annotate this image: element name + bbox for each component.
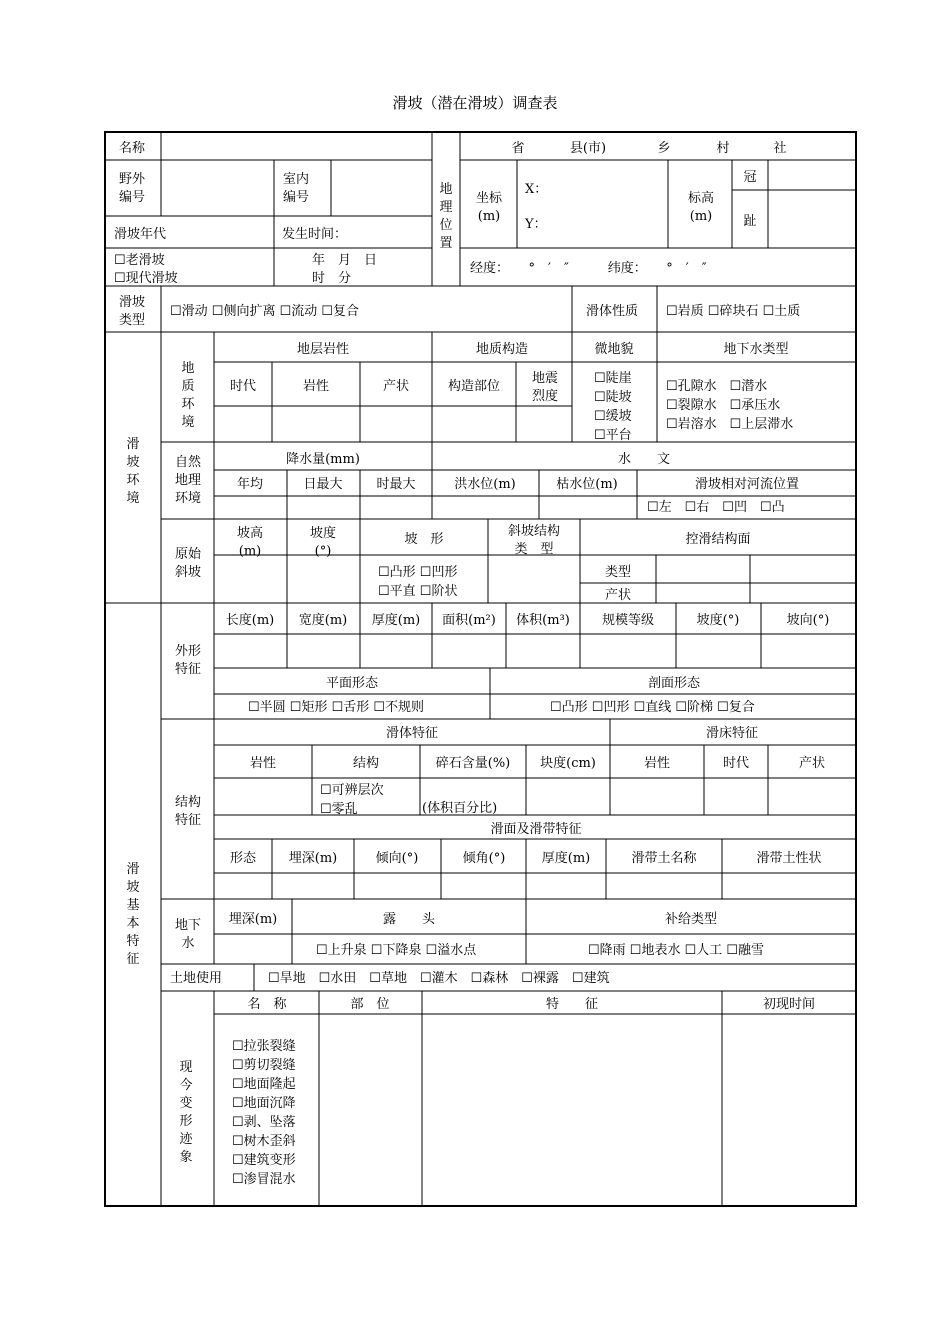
outcrop-label: 露 头 [382,912,436,927]
type-label: 滑坡类型 [118,295,145,328]
volume-pct-note: (体积百分比) [422,801,498,816]
micro-label: 微地貌 [594,342,634,357]
s-dip-angle-label: 倾角(°) [462,851,506,866]
admin-village: 村 [716,141,730,156]
survey-form [104,131,857,1207]
rain-label: 降水量(mm) [286,452,360,467]
slope-shape-opt-2[interactable]: ☐平直 ☐阶状 [378,584,458,599]
aspect-label: 坡向(°) [786,613,830,628]
deform-options[interactable] [232,1037,296,1189]
river-pos-options[interactable]: ☐左 ☐右 ☐凹 ☐凸 [647,500,785,515]
gw-type-label: 地下水类型 [723,342,789,357]
body-feature-label: 滑体特征 [385,726,439,741]
micro-opt-cliff[interactable]: ☐陡崖 [594,371,632,386]
deform-opt-subsidence[interactable]: ☐地面沉降 [232,1096,296,1111]
s-depth-label: 埋深(m) [288,851,338,866]
slope-angle-label: 坡度(°) [309,526,336,559]
attitude-label: 产状 [382,379,410,394]
land-use-label: 土地使用 [170,971,223,986]
lab-no-label: 室内编号 [282,172,309,205]
slope-struct-label: 斜坡结构类 型 [507,524,560,557]
volume-label: 体积(m³) [516,613,570,628]
structure-label: 地质构造 [475,342,529,357]
toe-label: 趾 [743,214,757,229]
deformation-label: 现今变形迹象 [179,1060,193,1165]
s-dip-dir-label: 倾向(°) [375,851,419,866]
bed-era-label: 时代 [722,756,750,771]
deform-time-label: 初现时间 [762,997,816,1012]
body-struct-label: 结构 [352,756,380,771]
flood-level-label: 洪水位(m) [454,477,516,492]
s-thickness-label: 厚度(m) [541,851,591,866]
admin-province: 省 [511,141,525,156]
struct-opt-layered[interactable]: ☐可辨层次 [320,783,384,798]
name-label: 名称 [118,141,146,156]
admin-county: 县(市) [569,141,607,156]
block-label: 块度(cm) [540,756,596,771]
location-label: 地理位置 [439,182,453,251]
slope-label: 原始斜坡 [174,547,201,580]
modern-landslide-checkbox[interactable]: ☐现代滑坡 [114,271,178,286]
type-options[interactable]: ☐滑动 ☐侧向扩离 ☐流动 ☐复合 [170,304,360,319]
deform-opt-shear-crack[interactable]: ☐剪切裂缝 [232,1058,296,1073]
form-title: 滑坡（潜在滑坡）调查表 [392,94,558,112]
occur-time-label: 发生时间： [282,227,348,242]
gw-opt-2[interactable]: ☐裂隙水 ☐承压水 [666,398,781,413]
era-label: 时代 [229,379,257,394]
time-fields: 时 分 [312,271,352,286]
micro-opt-gentle[interactable]: ☐缓坡 [594,409,632,424]
struct-feature-label: 结构特征 [174,795,201,828]
admin-group: 社 [773,141,787,156]
bed-attitude-label: 产状 [798,756,826,771]
form-grid [104,131,857,1207]
coord-y: Y： [525,217,547,232]
groundwater-label: 地下水 [174,918,201,951]
strata-label: 地层岩性 [296,342,350,357]
area-label: 面积(m²) [442,613,496,628]
deform-opt-tilted-trees[interactable]: ☐树木歪斜 [232,1134,296,1149]
deform-opt-falling[interactable]: ☐剥、坠落 [232,1115,296,1130]
bed-feature-label: 滑床特征 [705,726,759,741]
thickness-label: 厚度(m) [371,613,421,628]
struct-options[interactable] [320,781,384,819]
lonlat-fields: 经度： ° ′ ″ 纬度： ° ′ ″ [470,261,707,276]
ctrl-attitude-label: 产状 [604,588,632,603]
shape-feature-label: 外形特征 [174,644,201,677]
land-use-options[interactable]: ☐旱地 ☐水田 ☐草地 ☐灌木 ☐森林 ☐裸露 ☐建筑 [268,971,610,986]
micro-opt-platform[interactable]: ☐平台 [594,428,632,443]
annual-label: 年均 [236,477,264,492]
deform-feature-label: 特 征 [545,997,599,1012]
supply-options[interactable]: ☐降雨 ☐地表水 ☐人工 ☐融雪 [588,943,765,958]
gravel-label: 碎石含量(%) [435,756,511,771]
admin-town: 乡 [657,141,671,156]
slope-shape-opt-1[interactable]: ☐凸形 ☐凹形 [378,565,458,580]
seismic-label: 地震烈度 [531,371,558,404]
scale-grade-label: 规模等级 [601,613,655,628]
nature-label: 滑体性质 [586,304,639,319]
deform-name-label: 名 称 [247,997,287,1012]
dry-level-label: 枯水位(m) [556,477,618,492]
control-plane-label: 控滑结构面 [685,532,751,547]
basic-label: 滑坡基本特征 [126,862,140,967]
slope-deg-label: 坡度(°) [696,613,740,628]
coord-label: 坐标(m) [475,191,502,224]
profile-shape-options[interactable]: ☐凸形 ☐凹形 ☐直线 ☐阶梯 ☐复合 [550,700,755,715]
gw-depth-label: 埋深(m) [228,912,278,927]
deform-opt-tension-crack[interactable]: ☐拉张裂缝 [232,1039,296,1054]
slope-height-label: 坡高(m) [236,526,263,559]
crown-label: 冠 [743,170,757,185]
ctrl-type-label: 类型 [604,565,632,580]
struct-opt-chaotic[interactable]: ☐零乱 [320,802,358,817]
zone-soil-name-label: 滑带土名称 [631,851,697,866]
deform-opt-muddy-water[interactable]: ☐渗冒混水 [232,1172,296,1187]
micro-opt-steep[interactable]: ☐陡坡 [594,390,632,405]
nature-options[interactable]: ☐岩质 ☐碎块石 ☐土质 [666,304,801,319]
length-label: 长度(m) [225,613,275,628]
hour-max-label: 时最大 [376,477,416,492]
slope-shape-options[interactable] [378,563,457,601]
width-label: 宽度(m) [298,613,348,628]
env-label: 滑坡环境 [126,437,140,506]
plan-shape-options[interactable]: ☐半圆 ☐矩形 ☐舌形 ☐不规则 [248,700,425,715]
lithology-label: 岩性 [302,379,330,394]
supply-label: 补给类型 [664,912,718,927]
old-landslide-checkbox[interactable]: ☐老滑坡 [114,253,165,268]
hydro-label: 水 文 [617,452,671,467]
natural-env-label: 自然地理环境 [174,455,201,506]
bed-lith-label: 岩性 [643,756,671,771]
gw-opt-1[interactable]: ☐孔隙水 ☐潜水 [666,379,768,394]
outcrop-options[interactable]: ☐上升泉 ☐下降泉 ☐溢水点 [316,943,477,958]
struct-part-label: 构造部位 [447,379,501,394]
surface-label: 滑面及滑带特征 [490,822,582,837]
age-label: 滑坡年代 [114,227,167,242]
profile-shape-label: 剖面形态 [647,676,701,691]
body-lith-label: 岩性 [249,756,277,771]
gw-type-options[interactable] [666,377,793,434]
deform-opt-uplift[interactable]: ☐地面隆起 [232,1077,296,1092]
river-pos-label: 滑坡相对河流位置 [694,477,800,492]
deform-part-label: 部 位 [350,997,390,1012]
gw-opt-3[interactable]: ☐岩溶水 ☐上层滞水 [666,417,794,432]
day-max-label: 日最大 [303,477,343,492]
s-form-label: 形态 [229,851,257,866]
field-no-label: 野外编号 [118,172,145,205]
coord-x: X： [525,182,548,197]
plan-shape-label: 平面形态 [325,676,379,691]
micro-options[interactable] [594,369,632,445]
elevation-label: 标高(m) [687,191,714,224]
zone-soil-prop-label: 滑带土性状 [756,851,822,866]
slope-shape-label: 坡 形 [404,532,444,547]
date-fields: 年 月 日 [312,253,378,268]
deform-opt-building-deform[interactable]: ☐建筑变形 [232,1153,296,1168]
geo-env-label: 地质环境 [181,361,195,430]
